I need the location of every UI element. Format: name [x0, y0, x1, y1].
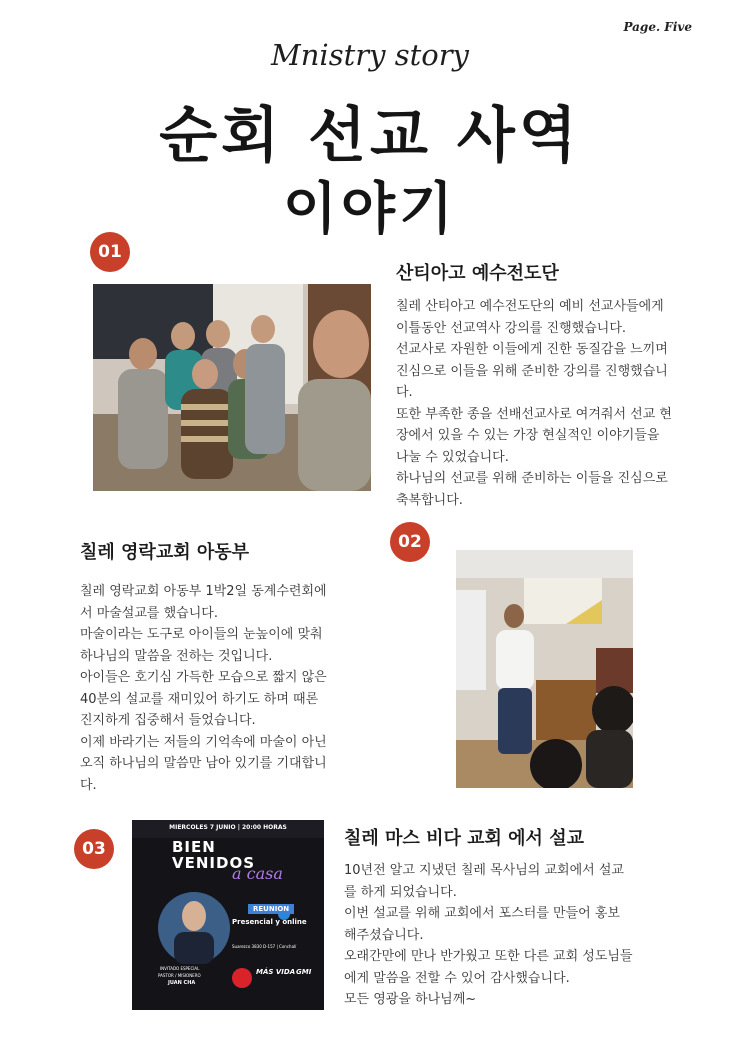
section-badge-01: 01 — [90, 232, 130, 272]
section-03-body: 10년전 알고 지냈던 칠레 목사님의 교회에서 설교 를 하게 되었습니다. 이번 설교를 위해 교회에서 포스터를 만들어 홍보 해주셨습니다. 오래간만에 만나 반가웠고 또한 다른 교회 성도님들 에게 말씀을 전할 수 있어 감사했습니다. 모든 영광을 하나님께~ — [344, 863, 633, 1007]
section-02-body: 칠레 영락교회 아동부 1박2일 동계수련회에 서 마술설교를 했습니다. 마술이라는 도구로 아이들의 눈높이에 맞춰 하나님의 말씀을 전하는 것입니다. 아이들은 호기심 가득한 모습으로 짧지 않은 40분의 설교를 재미있어 하기도 하며 때론 진지하게 집중해서 들었습니다. 이제 바라기는 저들의 기억속에 마술이 아닌 오직 하나님의 말씀만 남아 있기를 기대합니 다. — [80, 584, 327, 793]
poster-church-abbr: GMI — [296, 968, 312, 976]
page-title-line1: 순회 선교 사역 — [159, 101, 581, 171]
classroom-speaker-photo — [456, 550, 633, 788]
poster-headline-script: a casa — [232, 864, 283, 883]
event-poster-image — [132, 820, 324, 1010]
poster-headline-2: VENIDOS — [172, 854, 255, 872]
section-01-title: 산티아고 예수전도단 — [396, 263, 559, 284]
poster-mode: Presencial y online — [232, 918, 307, 926]
section-03-title: 칠레 마스 비다 교회 에서 설교 — [344, 828, 584, 849]
section-badge-03: 03 — [74, 829, 114, 869]
section-02-title: 칠레 영락교회 아동부 — [80, 542, 250, 563]
section-01-body: 칠레 산티아고 예수전도단의 예비 선교사들에게 이틀동안 선교역사 강의를 진행했습니다. 선교사로 자원한 이들에게 진한 동질감을 느끼며 진심으로 이들을 위해 준비한 강의를 진행했습니 다. 또한 부족한 종을 선배선교사로 여겨줘서 선교 현 장에서 있을 수 있는 가장 현실적인 이야기들을 나눌 수 있었습니다. 하나님의 선교를 위해 준비하는 이들을 진심으로 축복합니다. — [396, 299, 672, 508]
page-number: Page. Five — [623, 20, 692, 34]
poster-guest-name: JUAN CHA — [168, 980, 196, 986]
group-selfie-photo — [93, 284, 371, 491]
page-subtitle: Mnistry story — [271, 38, 469, 72]
poster-headline-1: BIEN — [172, 838, 216, 856]
poster-tag: REUNION — [248, 904, 294, 914]
poster-guest-role: PASTOR / MISIONERO — [158, 973, 201, 978]
poster-guest-label: INVITADO ESPECIAL — [160, 966, 200, 971]
poster-date: MIERCOLES 7 JUNIO | 20:00 HORAS — [169, 824, 287, 831]
page-title-line2: 이야기 — [282, 177, 458, 242]
section-badge-02: 02 — [390, 522, 430, 562]
poster-address: Suarezco 3830 D-157 | Conchalí — [232, 944, 297, 949]
poster-church-name: MÁS VIDA — [256, 968, 296, 976]
